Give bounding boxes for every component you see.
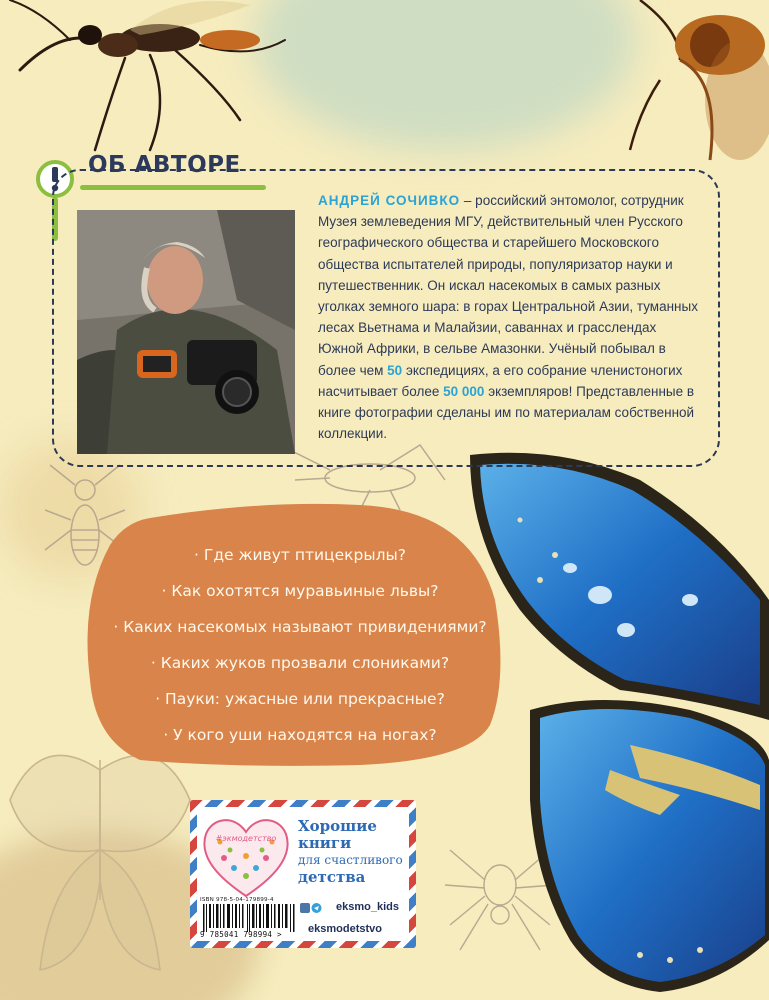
publisher-slogan [298,818,408,886]
bio-text-part3: экземпляров! Представленные в книге фотографии сделаны им по материалам собственной коллекции. [318,383,695,442]
social-handle[interactable]: eksmo_kids [336,901,399,913]
question-item: · Как охотятся муравьиные львы? [161,582,439,600]
expeditions-count: 50 [387,362,403,378]
question-item: · Каких жуков прозвали слониками? [150,654,450,672]
social-icons [300,903,322,915]
question-item: · У кого уши находятся на ногах? [163,726,437,744]
author-name: АНДРЕЙ СОЧИВКО [318,193,461,208]
collection-count: 50 000 [443,383,485,399]
bio-text-part1: – российский энтомолог, сотрудник Музея землеведения МГУ, действительный член Русского географического общества и старейшего Московского общества испытателей природы, популяризатор науки и путешественник. Он искал насекомых в самых разных уголках земного шара: в горах Центральной Азии, туманных лесах Вьетнама и Малайзии, саваннах и грасслендах Южной Африки, в сельве Амазонки. Учёный побывал в более чем [318,193,698,378]
question-item: · Пауки: ужасные или прекрасные? [155,690,445,708]
heart-hashtag: #экмодетство [215,834,277,843]
bio-text-part2: экспедициях, а его собрание членистоногих насчитывает более [318,362,683,399]
isbn-text: ISBN 978-5-04-179899-4 [200,897,274,903]
question-item: · Где живут птицекрылы? [194,546,406,564]
barcode-number: 9 785041 798994 > [200,930,282,939]
slogan-line: для счастливого [298,853,403,867]
question-item: · Каких насекомых называют привидениями? [113,618,487,636]
barcode [203,904,295,932]
section-title: ОБ АВТОРЕ [88,152,241,178]
questions-list [110,537,490,753]
slogan-line: детства [298,868,366,886]
slogan-line: Хорошие [298,817,377,835]
slogan-line: книги [298,834,352,852]
heart-logo [200,812,292,900]
publisher-website[interactable]: eksmodetstvo [308,923,382,935]
vk-icon [300,903,310,913]
